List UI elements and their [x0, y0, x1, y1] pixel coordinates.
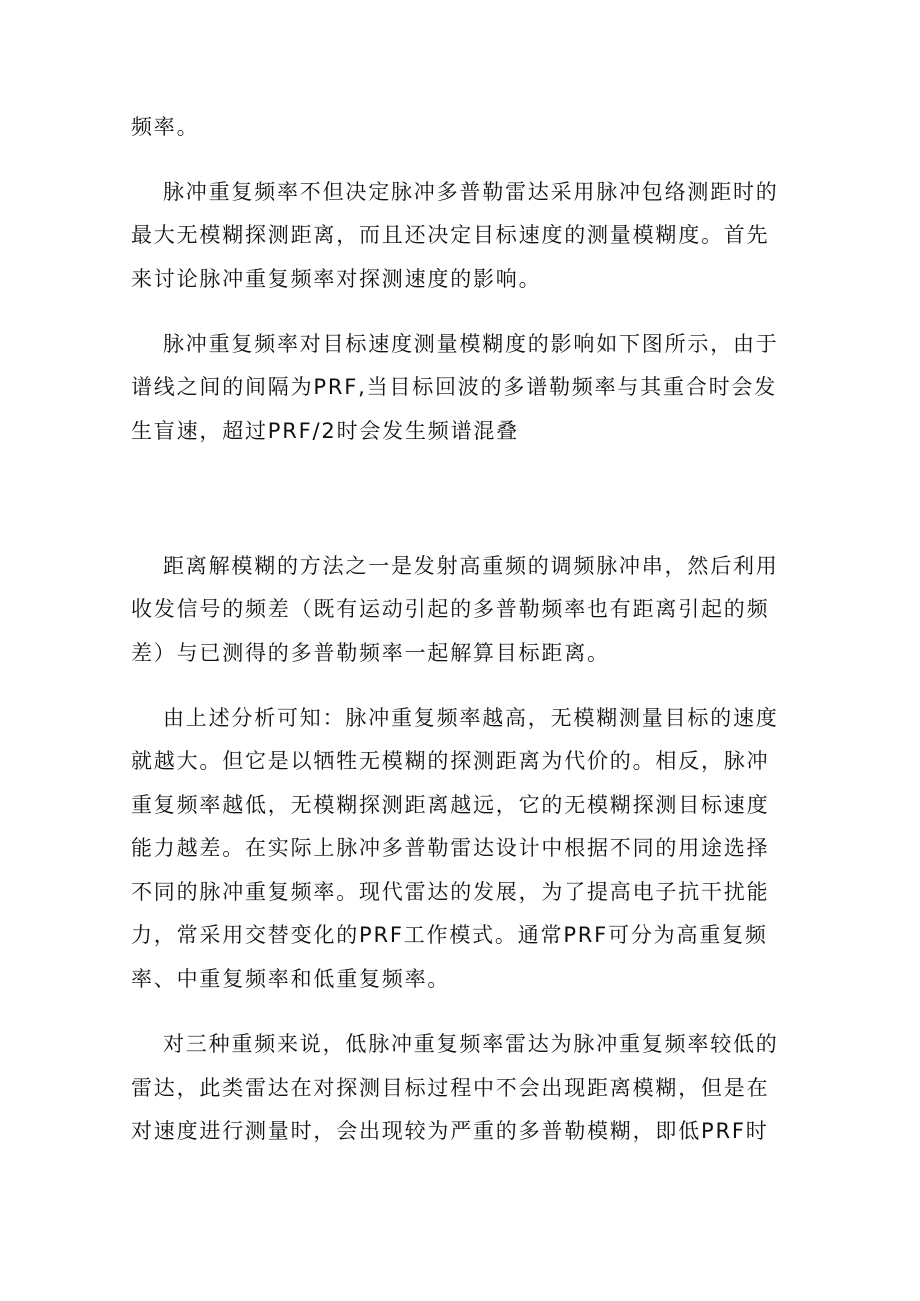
text-line: 差）与已测得的多普勒频率一起解算目标距离。 — [131, 641, 610, 665]
text-line: 重复频率越低，无模糊探测距离越远，它的无模糊探测目标速度 — [131, 793, 770, 817]
text-line: 生盲速，超过PRF/2时会发生频谱混叠 — [131, 419, 519, 443]
text-line: 率、中重复频率和低重复频率。 — [131, 967, 451, 991]
text-line: 能力越差。在实际上脉冲多普勒雷达设计中根据不同的用途选择 — [131, 836, 770, 860]
text-line: 对速度进行测量时，会出现较为严重的多普勒模糊，即低PRF时 — [131, 1119, 769, 1143]
text-line: 雷达，此类雷达在对探测目标过程中不会出现距离模糊，但是在 — [131, 1076, 770, 1100]
text-line: 距离解模糊的方法之一是发射高重频的调频脉冲串，然后利用 — [163, 554, 779, 578]
text-line: 谱线之间的间隔为PRF,当目标回波的多谱勒频率与其重合时会发 — [131, 375, 778, 399]
text-line: 收发信号的频差（既有运动引起的多普勒频率也有距离引起的频 — [131, 597, 770, 621]
text-line: 对三种重频来说，低脉冲重复频率雷达为脉冲重复频率较低的 — [163, 1032, 779, 1056]
text-line: 频率。 — [131, 115, 200, 139]
text-line: 力，常采用交替变化的PRF工作模式。通常PRF可分为高重复频 — [131, 923, 768, 947]
text-line: 来讨论脉冲重复频率对探测速度的影响。 — [131, 267, 542, 291]
text-line: 脉冲重复频率不但决定脉冲多普勒雷达采用脉冲包络测距时的 — [163, 180, 779, 204]
text-line: 脉冲重复频率对目标速度测量模糊度的影响如下图所示，由于 — [163, 332, 779, 356]
text-line: 最大无模糊探测距离，而且还决定目标速度的测量模糊度。首先 — [131, 223, 770, 247]
text-line: 就越大。但它是以牺牲无模糊的探测距离为代价的。相反，脉冲 — [131, 749, 770, 773]
text-line: 由上述分析可知：脉冲重复频率越高，无模糊测量目标的速度 — [163, 706, 779, 730]
text-line: 不同的脉冲重复频率。现代雷达的发展，为了提高电子抗干扰能 — [131, 880, 770, 904]
